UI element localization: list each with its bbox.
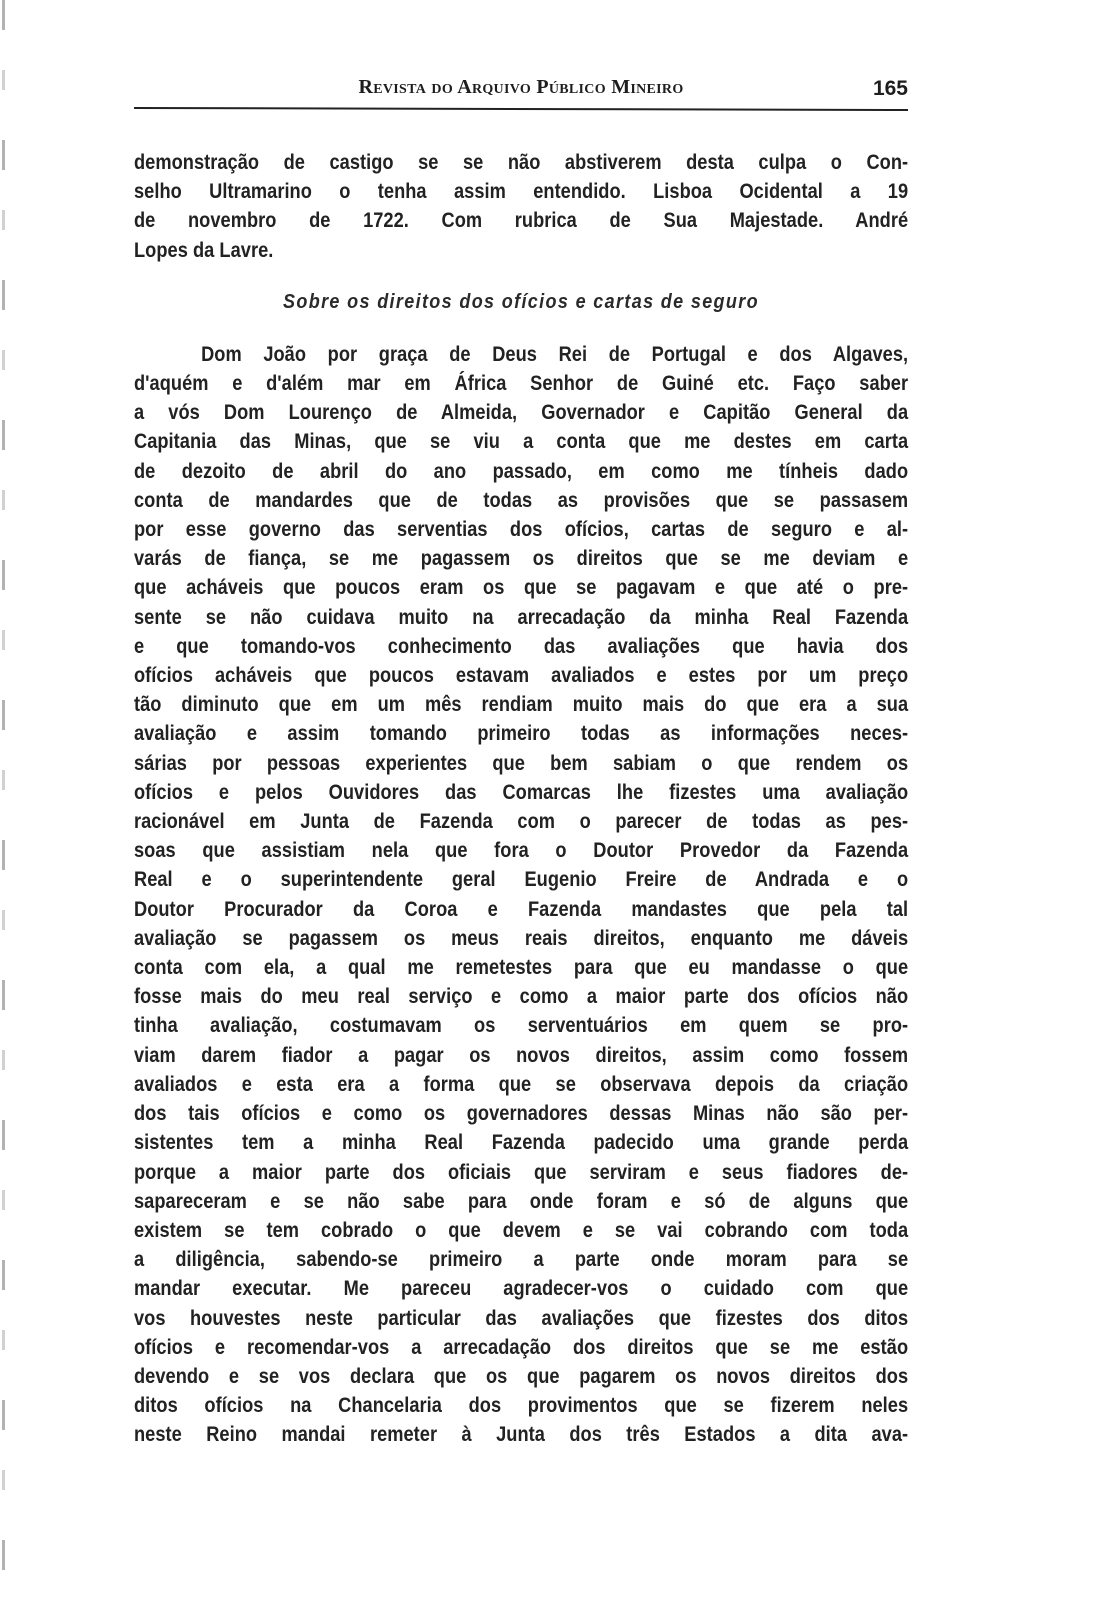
text-line: de dezoito de abril do ano passado, em como me tínheis dado [134,459,909,483]
text-line: e que tomando-vos conhecimento das avaliações que havia dos [134,634,909,658]
running-title: Revista do Arquivo Público Mineiro [358,76,684,98]
text-line: a diligência, sabendo-se primeiro a parte onde moram para se [134,1248,909,1272]
text-line: ofícios e recomendar-vos a arrecadação dos direitos que se me estão [134,1335,909,1359]
document-page [134,76,908,1450]
text-line: porque a maior parte dos oficiais que serviram e seus fiadores de- [134,1160,909,1184]
text-line: soas que assistiam nela que fora o Doutor Provedor da Fazenda [134,839,909,863]
text-line: avaliados e esta era a forma que se observava depois da criação [134,1072,909,1096]
text-line: sistentes tem a minha Real Fazenda padecido uma grande perda [134,1131,909,1155]
text-line: viam darem fiador a pagar os novos direitos, assim como fossem [134,1043,909,1067]
text-line: demonstração de castigo se se não abstiverem desta culpa o Con- [134,151,909,174]
section-heading: Sobre os direitos dos ofícios e cartas de seguro [283,290,759,313]
text-line: dos tais ofícios e como os governadores dessas Minas não são per- [134,1102,909,1126]
text-line: Doutor Procurador da Coroa e Fazenda mandastes que pela tal [134,897,909,921]
page-number: 165 [872,77,908,100]
text-line: por esse governo das serventias dos ofícios, cartas de seguro e al- [134,518,909,542]
text-line: Lopes da Lavre. [134,238,274,262]
text-line: Dom João por graça de Deus Rei de Portugal e dos Algaves, [201,342,909,366]
text-line: sente se não cuidava muito na arrecadação da minha Real Fazenda [134,605,909,629]
text-line: d'aquém e d'além mar em África Senhor de Guiné etc. Faço saber [134,372,909,396]
text-line: existem se tem cobrado o que devem e se vai cobrando com toda [134,1218,909,1242]
text-line: racionável em Junta de Fazenda com o parecer de todas as pes- [134,810,909,834]
text-line: devendo e se vos declara que os que pagarem os novos direitos dos [134,1364,909,1388]
header-rule [134,107,908,111]
text-line: conta com ela, a qual me remetestes para que eu mandasse o que [134,956,909,980]
text-line: sárias por pessoas experientes que bem sabiam o que rendem os [134,751,909,775]
text-line: tinha avaliação, costumavam os serventuários em quem se pro- [134,1014,909,1038]
text-line: tão diminuto que em um mês rendiam muito mais do que era a sua [134,693,909,717]
text-line: a vós Dom Lourenço de Almeida, Governador e Capitão General da [134,401,909,425]
text-line: ditos ofícios na Chancelaria dos provimentos que se fizerem neles [134,1394,909,1418]
text-line: ofícios acháveis que poucos estavam avaliados e estes por um preço [134,664,909,688]
text-line: vos houvestes neste particular das avaliações que fizestes dos ditos [134,1306,909,1330]
text-line: mandar executar. Me pareceu agradecer-vos o cuidado com que [134,1277,909,1301]
text-line: de novembro de 1722. Com rubrica de Sua Majestade. André [134,209,909,233]
scan-edge-artifact [2,0,5,1601]
text-line: conta de mandardes que de todas as provisões que se passasem [134,488,909,512]
opening-paragraph [134,148,908,265]
text-line: avaliação se pagassem os meus reais direitos, enquanto me dáveis [134,926,909,950]
text-line: ofícios e pelos Ouvidores das Comarcas lhe fizestes uma avaliação [134,780,909,804]
text-line: avaliação e assim tomando primeiro todas as informações neces- [134,722,909,746]
text-line: fosse mais do meu real serviço e como a maior parte dos ofícios não [134,985,909,1009]
text-line: neste Reino mandai remeter à Junta dos três Estados a dita ava- [134,1423,909,1447]
text-line: que acháveis que poucos eram os que se pagavam e que até o pre- [134,576,909,600]
text-line: Real e o superintendente geral Eugenio Freire de Andrada e o [134,868,909,892]
text-line: varás de fiança, se me pagassem os direitos que se me deviam e [134,547,909,571]
body-paragraph [134,340,908,1450]
text-line: selho Ultramarino o tenha assim entendido. Lisboa Ocidental a 19 [134,180,909,204]
text-line: sapareceram e se não sabe para onde foram e só de alguns que [134,1189,909,1213]
text-line: Capitania das Minas, que se viu a conta que me destes em carta [134,430,909,454]
running-header [134,76,908,104]
